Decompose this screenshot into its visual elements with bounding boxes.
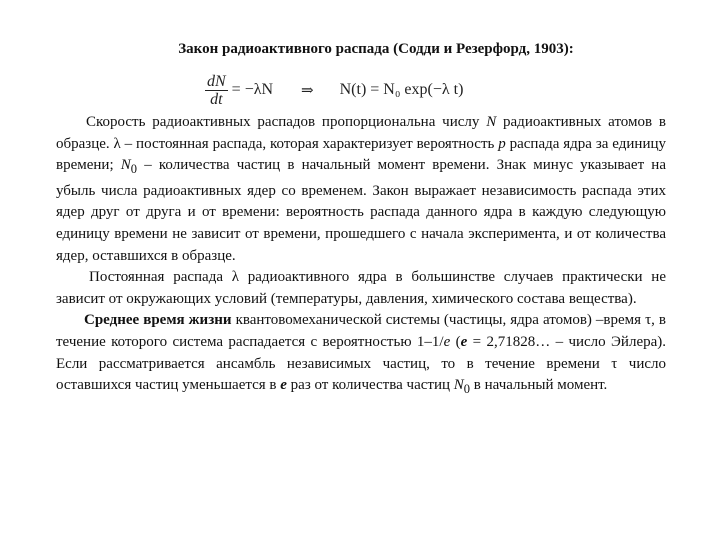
slide-page: [56, 38, 666, 401]
var-N0: N: [120, 157, 131, 174]
formula-rhs: = −λN: [231, 81, 274, 98]
para3-text-3: = 2,71828… – число Эйлера). Если рассматривается ансамбль независимых частиц, то в течение времени τ число оставшихся частиц уменьшается в: [56, 333, 667, 394]
var-N0-subscript: 0: [130, 162, 138, 177]
para3-text-4: раз от количества частиц: [286, 377, 454, 394]
formula-solution: N(t) = N₀ exp(−λ t): [339, 81, 464, 98]
var-p: p: [498, 135, 506, 152]
para1-text-4: – количества частиц в начальный момент времени. Знак минус указывает на убыль числа радиоактивных ядер со временем. Закон выражает независимость распада этих ядер друг от друга и от времени: вероятность распада данного ядра в каждую следующую единицу времени не зависит от времени, прошедшего с начала эксперимента, и от количества ядер, оставшихся в образце.: [56, 157, 666, 264]
para3-text-5: в начальный момент.: [470, 377, 608, 394]
var-N: N: [486, 114, 497, 130]
var-e-3: e: [280, 377, 287, 394]
fraction-numerator: dN: [207, 72, 226, 90]
mean-lifetime-term: Среднее время жизни: [84, 312, 232, 329]
var-N0-2: N: [453, 377, 464, 394]
slide-title: Закон радиоактивного распада (Содди и Резерфорд, 1903):: [178, 41, 574, 57]
implies-arrow: ⇒: [301, 82, 314, 99]
para1-text-2: радиоактивных атомов в образце. λ – постоянная распада, которая характеризует вероятность: [56, 114, 666, 152]
para1-text-1: Скорость радиоактивных распадов пропорциональна числу: [86, 114, 487, 130]
para3-text-1: квантовомеханической системы (частицы, ядра атомов) –время τ, в течение которого система распадается с вероятностью 1–1/: [56, 312, 666, 350]
decay-law-formula: [205, 68, 666, 112]
paragraph-mean-lifetime: [56, 310, 666, 400]
para1-text-3: распада ядра за единицу времени;: [56, 135, 666, 174]
fraction-denominator: dt: [210, 90, 223, 108]
paragraph-decay-rate: [56, 112, 666, 267]
paragraph-decay-constant: Постоянная распада λ радиоактивного ядра в большинстве случаев практически не зависит от окружающих условий (температуры, давления, химического состава вещества).: [56, 269, 666, 307]
var-N0-2-subscript: 0: [463, 382, 471, 397]
var-e-1: e: [443, 333, 451, 350]
var-e-2: e: [460, 333, 468, 350]
para3-text-2: (: [450, 333, 461, 350]
derivative-fraction: [205, 73, 228, 108]
